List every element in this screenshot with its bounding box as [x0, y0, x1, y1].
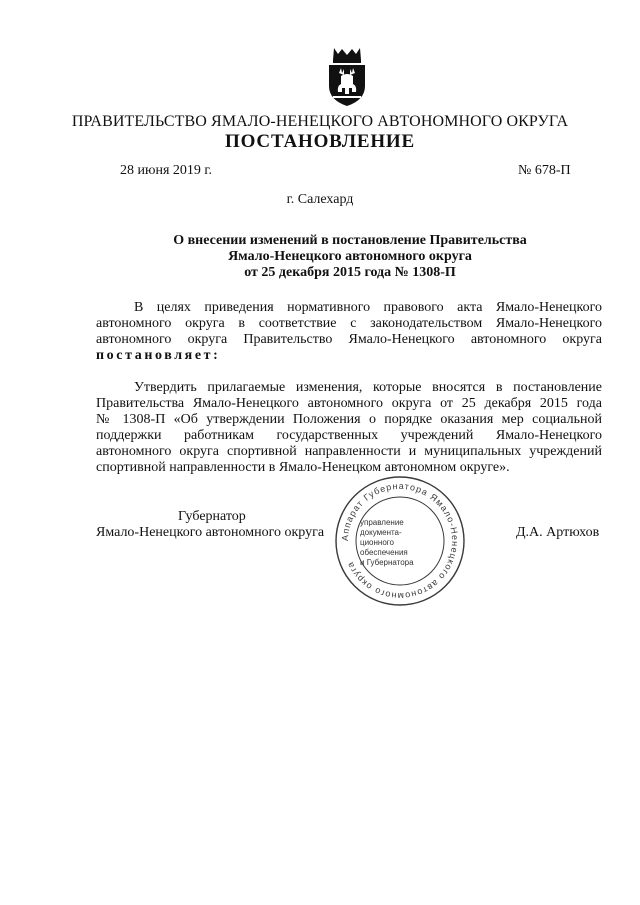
organization-name: ПРАВИТЕЛЬСТВО ЯМАЛО-НЕНЕЦКОГО АВТОНОМНОГО ОКРУГА — [71, 113, 569, 130]
signatory-title: Ямало-Ненецкого автономного округа — [96, 525, 325, 540]
stamp-line: ционного — [360, 538, 394, 547]
paragraph-line: № 1308-П «Об утверждении Положения о порядке оказания мер социальной — [96, 412, 602, 427]
subject-line: Ямало-Ненецкого автономного округа — [228, 249, 472, 264]
signatory-name: Д.А. Артюхов — [516, 525, 600, 540]
paragraph-line: автономного округа в соответствие с законодательством Ямало-Ненецкого — [96, 316, 602, 331]
decision-paragraph — [96, 380, 602, 476]
preamble-paragraph — [96, 300, 602, 364]
stamp-line: обеспечения — [360, 548, 408, 557]
stamp-line: управление — [360, 518, 404, 527]
stamp-inner-text — [360, 518, 440, 568]
document-date: 28 июня 2019 г. — [120, 163, 213, 178]
subject-line: О внесении изменений в постановление Правительства — [173, 233, 527, 248]
paragraph-line: спортивной направленности в Ямало-Ненецком автономном округе». — [96, 460, 510, 475]
document-number: № 678-П — [518, 163, 571, 178]
stamp-line: и Губернатора — [360, 558, 414, 567]
stamp-line: документа- — [360, 528, 402, 537]
document-type: ПОСТАНОВЛЕНИЕ — [225, 131, 415, 152]
paragraph-line: автономного округа Правительство Ямало-Ненецкого автономного округа — [96, 332, 602, 347]
document-city: г. Салехард — [286, 192, 354, 207]
subject-line: от 25 декабря 2015 года № 1308-П — [244, 265, 456, 280]
paragraph-line: поддержки работникам государственных учреждений Ямало-Ненецкого — [96, 428, 602, 443]
paragraph-line: В целях приведения нормативного правового акта Ямало-Ненецкого — [134, 300, 602, 315]
document-subject — [100, 233, 600, 281]
coat-of-arms-icon — [324, 46, 370, 108]
paragraph-line: автономного округа спортивной направленности и муниципальных учреждений — [96, 444, 602, 459]
paragraph-line: Утвердить прилагаемые изменения, которые вносятся в постановление — [134, 380, 602, 395]
stamp-ring-text: Аппарат Губернатора Ямало-Ненецкого автономного округа — [339, 480, 461, 602]
signatory-title: Губернатор — [178, 509, 246, 524]
paragraph-line: Правительства Ямало-Ненецкого автономного округа от 25 декабря 2015 года — [96, 396, 602, 411]
decree-word: постановляет: — [96, 348, 221, 363]
